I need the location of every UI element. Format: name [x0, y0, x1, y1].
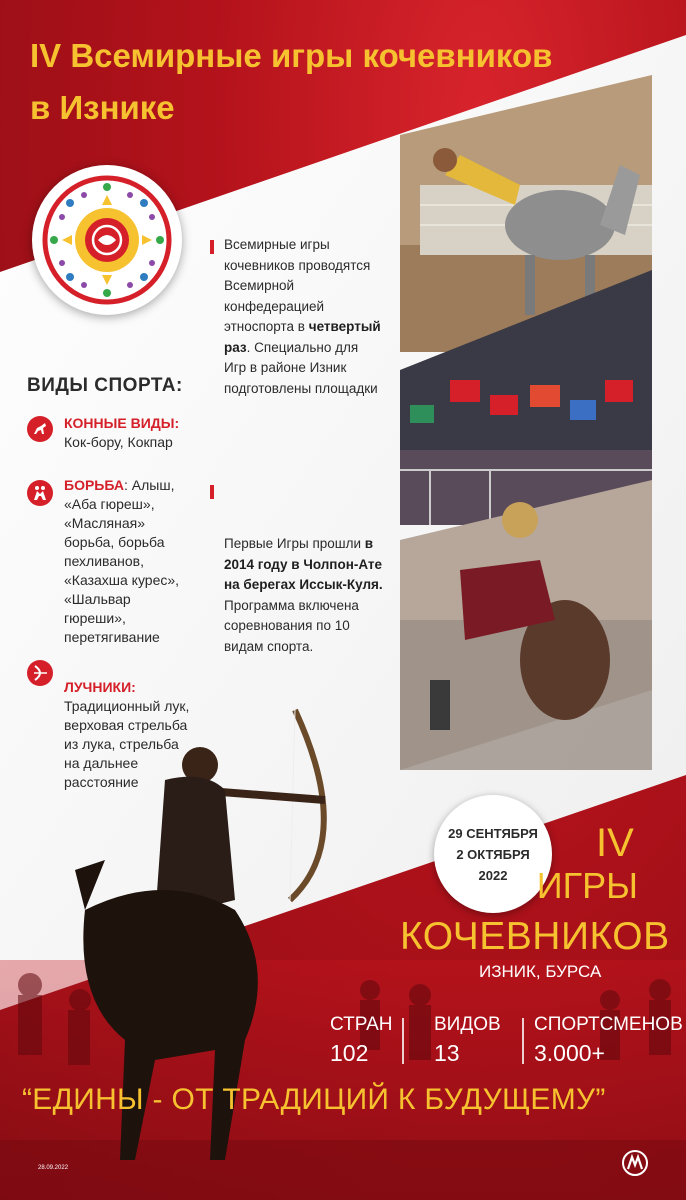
games-edition-number: IV — [596, 821, 634, 865]
archery-icon — [27, 660, 53, 686]
sport-wrestling — [64, 476, 194, 647]
wrestling-icon — [27, 480, 53, 506]
stat-athletes-label: СПОРТСМЕНОВ — [534, 1014, 683, 1035]
footer-date: 28.09.2022 — [38, 1165, 69, 1171]
sport-wrestling-text: : Алыш, «Аба гюреш», «Масляная» борьба, борьба пехливанов, «Казахша курес», «Шальвар гюреши», перетягивание — [64, 477, 180, 645]
photo-rider-costume — [400, 480, 652, 770]
stat-sports-value: 13 — [434, 1040, 460, 1066]
slogan: “ЕДИНЫ - ОТ ТРАДИЦИЙ К БУДУЩЕМУ” — [22, 1083, 606, 1116]
sports-heading: ВИДЫ СПОРТА: — [27, 375, 183, 396]
description-paragraph-2 — [224, 534, 384, 657]
stat-countries-value: 102 — [330, 1040, 369, 1066]
nomads-word: КОЧЕВНИКОВ — [400, 915, 670, 958]
desc-p2-bold: в 2014 году в Чолпон-Ате на берегах Иссык-Куля. — [224, 536, 383, 592]
desc-p1-bold: четвертый раз — [224, 319, 381, 355]
logo-emblem — [32, 165, 182, 315]
date-year: 2022 — [478, 867, 508, 883]
stat-athletes-value: 3.000+ — [534, 1040, 605, 1066]
desc-p1-a: Всемирные игры кочевников проводятся Всемирной конфедерацией этноспорта в — [224, 237, 371, 334]
paragraph-marker — [210, 240, 214, 254]
desc-p2-a: Первые Игры прошли — [224, 536, 365, 551]
anadolu-agency-logo-icon — [622, 1150, 648, 1176]
event-location: ИЗНИК, БУРСА — [479, 962, 602, 981]
stat-sports-label: ВИДОВ — [434, 1014, 501, 1035]
date-start: 29 СЕНТЯБРЯ — [448, 825, 538, 841]
sport-equestrian — [64, 414, 194, 452]
desc-p1-b: . Специально для Игр в районе Изник подготовлены площадки — [224, 339, 378, 396]
sport-archery-text: Традиционный лук, верховая стрельба из лука, стрельба на дальнее расстояние — [64, 698, 190, 790]
date-end: 2 ОКТЯБРЯ — [456, 846, 530, 862]
title-line-2: в Изнике — [30, 89, 175, 126]
paragraph-marker — [210, 485, 214, 499]
games-word: ИГРЫ — [536, 865, 638, 906]
sport-wrestling-name: БОРЬБА — [64, 477, 124, 493]
desc-p2-b: Программа включена соревнования по 10 видам спорта. — [224, 597, 359, 654]
horse-icon — [27, 416, 53, 442]
stat-divider — [522, 1018, 524, 1064]
nomad-games-logo — [32, 165, 182, 315]
sport-equestrian-name: КОННЫЕ ВИДЫ: — [64, 415, 180, 431]
title-line-1: IV Всемирные игры кочевников — [30, 37, 553, 74]
description-paragraph-1 — [224, 235, 384, 399]
stat-divider — [402, 1018, 404, 1064]
stat-countries-label: СТРАН — [330, 1014, 393, 1035]
sport-archery-name: ЛУЧНИКИ: — [64, 679, 136, 695]
sport-equestrian-text: Кок-бору, Кокпар — [64, 434, 173, 450]
event-dates-badge — [434, 795, 552, 913]
